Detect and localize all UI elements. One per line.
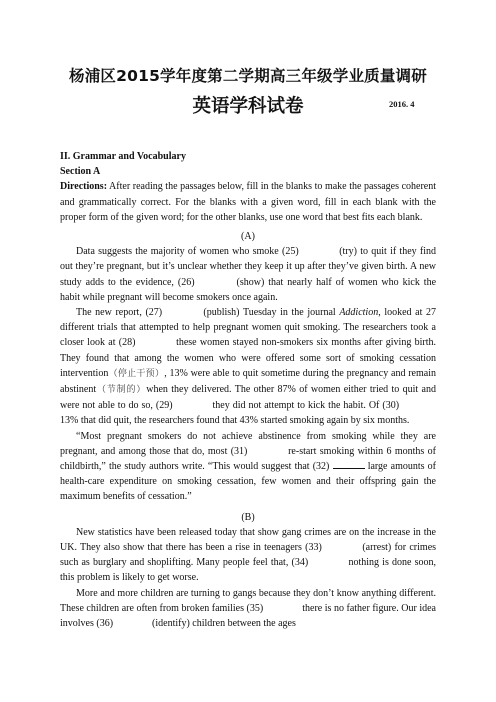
section-heading: II. Grammar and Vocabulary (60, 151, 186, 162)
exam-date: 2016. 4 (389, 99, 415, 109)
text-segment: when they delivered. The other 87% of women either tried to quit and were not able to do so, (29) (60, 384, 437, 412)
text-segment: re-start smoking within 6 months of childbirth,” the study authors write. “This would suggest that (32) (60, 445, 436, 473)
passage-a-paragraph-3 (60, 429, 436, 505)
text-segment: (try) to quit if they find out they’re pregnant, but it’s unclear whether they keep it up after they’ve given birth. A new study adds to the evidence, (26) (60, 246, 437, 288)
directions-text: After reading the passages below, fill in the blanks to make the passages coherent and grammatically correct. For the blanks with a given word, fill in each blank with the proper form of the given word; for the other blanks, use one word that best fits each blank. (60, 181, 436, 223)
chinese-gloss: （停止干预） (108, 368, 165, 379)
text-segment: these women stayed non-smokers six months after giving birth. They found that among the women who were offered some sort of smoking cessation intervention (60, 337, 437, 379)
text-segment: nothing is done soon, this problem is likely to get worse. (60, 557, 436, 584)
text-segment: they did not attempt to kick the habit. Of (30) (212, 400, 400, 412)
text-segment: “Most pregnant smokers do not achieve abstinence from smoking while they are pregnant, and among those that do, most (31) (60, 430, 436, 457)
text-segment: The new report, (27) (76, 307, 163, 319)
text-segment: More and more children are turning to gangs because they don’t know anything different. These children are often from broken families (35) (60, 587, 436, 614)
exam-title: 杨浦区2015学年度第二学期高三年级学业质量调研 (69, 67, 427, 85)
passage-b-label: (B) (241, 511, 255, 523)
journal-name: Addiction (339, 307, 379, 319)
text-segment: (publish) Tuesday in the journal (203, 307, 340, 319)
text-segment: , looked at 27 different trials that attempted to help pregnant women quit smoking. The researchers took a closer look at (28) (60, 307, 437, 349)
text-segment: there is no father figure. Our idea involves (36) (60, 602, 436, 630)
text-segment: (identify) children between the ages (152, 618, 296, 630)
text-segment: (show) that nearly half of women who kick the habit while pregnant will become smokers once again. (60, 276, 437, 303)
directions (60, 179, 436, 225)
passage-b-paragraph-1 (60, 525, 436, 586)
directions-label: Directions: (60, 181, 108, 193)
passage-a-label: (A) (241, 231, 255, 243)
passage-b-paragraph-2 (60, 586, 436, 632)
blank-32[interactable] (333, 459, 365, 469)
text-segment: (arrest) for crimes such as burglary and shoplifting. Many people feel that, (34) (60, 542, 437, 569)
exam-content (60, 149, 436, 631)
text-segment: 13% that did quit, the researchers found that 43% started smoking again by six months. (60, 415, 410, 427)
passage-a-paragraph-1 (60, 244, 436, 305)
passage-a-paragraph-2 (60, 305, 436, 429)
text-segment: large amounts of health-care expenditure on smoking cessation, few women and their offspring gain the maximum benefits of cessation.” (60, 461, 436, 503)
exam-subtitle: 英语学科试卷 (192, 96, 304, 117)
text-segment: New statistics have been released today that show gang crimes are on the increase in the UK. They also show that there has been a rise in teenagers (33) (60, 526, 436, 554)
chinese-gloss: （节制的） (96, 385, 147, 396)
text-segment: , 13% were able to quit sometime during the pregnancy and remain abstinent (60, 367, 436, 396)
section-part: Section A (60, 166, 101, 178)
text-segment: Data suggests the majority of women who smoke (25) (76, 246, 299, 258)
